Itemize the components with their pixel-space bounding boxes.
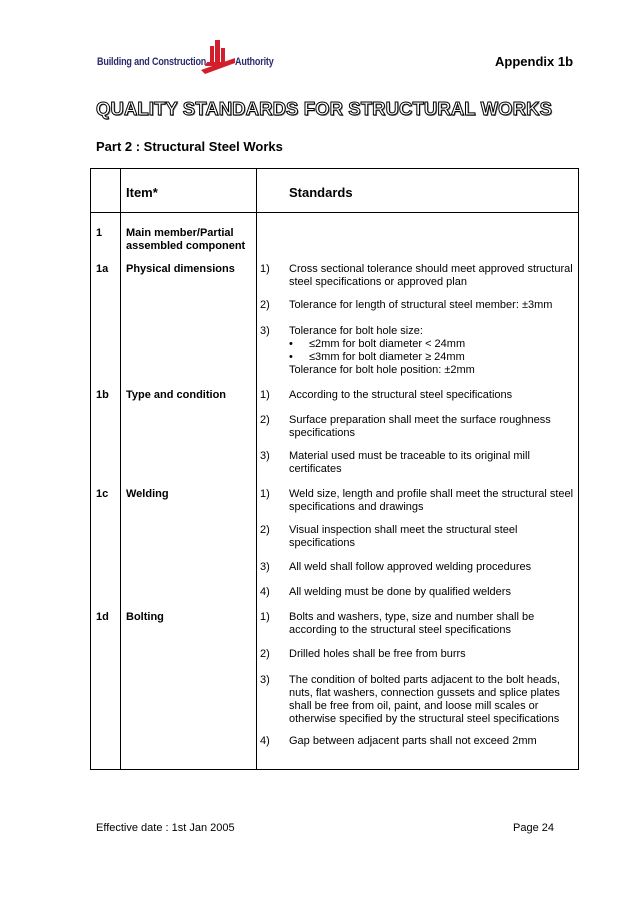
row-item: Welding: [126, 488, 169, 500]
standard-number: 2): [260, 299, 270, 311]
standard-number: 3): [260, 561, 270, 573]
standard-text-after: Tolerance for bolt hole position: ±2mm: [289, 364, 475, 376]
standard-text: Weld size, length and profile shall meet the structural steel specifications and drawings: [289, 488, 574, 513]
standard-number: 1): [260, 389, 270, 401]
standard-number: 1): [260, 263, 270, 275]
row-number: 1a: [96, 263, 109, 275]
page-title: QUALITY STANDARDS FOR STRUCTURAL WORKS: [96, 98, 553, 119]
standard-text: Gap between adjacent parts shall not exceed 2mm: [289, 735, 537, 747]
row-number: 1d: [96, 611, 109, 623]
standard-text: Cross sectional tolerance should meet approved structural steel specifications or approved plan: [289, 263, 573, 288]
standard-number: 2): [260, 524, 270, 536]
bullet-item: • ≤3mm for bolt diameter ≥ 24mm: [289, 351, 574, 364]
bca-logo: [97, 40, 272, 76]
row-item: Physical dimensions: [126, 263, 235, 275]
standard-number: 4): [260, 586, 270, 598]
row-item: Main member/Partial assembled component: [126, 227, 246, 252]
bca-logo-icon: [201, 40, 235, 76]
standards-table: [90, 168, 579, 770]
standard-text: Visual inspection shall meet the structural steel specifications: [289, 524, 518, 549]
standard-number: 4): [260, 735, 270, 747]
column-divider: [256, 168, 257, 770]
effective-date: Effective date : 1st Jan 2005: [96, 822, 235, 834]
page-number: Page 24: [513, 822, 554, 834]
row-number: 1c: [96, 488, 109, 500]
standard-text: Bolts and washers, type, size and number shall be according to the structural steel specifications: [289, 611, 535, 636]
standard-number: 2): [260, 414, 270, 426]
standard-text: Surface preparation shall meet the surface roughness specifications: [289, 414, 551, 439]
logo-text-left: Building and Construction: [97, 56, 207, 68]
logo-text-right: Authority: [235, 56, 274, 68]
standard-text: Tolerance for bolt hole size:: [289, 325, 423, 337]
row-item: Type and condition: [126, 389, 227, 401]
standard-number: 3): [260, 325, 270, 337]
header-divider: [90, 212, 579, 213]
column-header-standards: Standards: [289, 185, 353, 200]
row-item: Bolting: [126, 611, 164, 623]
standard-text-block: [289, 325, 574, 377]
standard-text: All welding must be done by qualified welders: [289, 586, 511, 598]
row-number: 1: [96, 227, 103, 239]
page-subtitle: Part 2 : Structural Steel Works: [96, 139, 283, 154]
bullet-item: • ≤2mm for bolt diameter < 24mm: [289, 338, 574, 351]
appendix-label: Appendix 1b: [495, 54, 574, 69]
row-number: 1b: [96, 389, 109, 401]
standard-number: 3): [260, 674, 270, 686]
standard-number: 1): [260, 611, 270, 623]
standard-number: 2): [260, 648, 270, 660]
standard-text: Material used must be traceable to its original mill certificates: [289, 450, 530, 475]
standard-number: 1): [260, 488, 270, 500]
standard-text: According to the structural steel specifications: [289, 389, 513, 401]
column-divider: [120, 168, 121, 770]
standard-text: All weld shall follow approved welding procedures: [289, 561, 532, 573]
standard-text: Drilled holes shall be free from burrs: [289, 648, 466, 660]
standard-number: 3): [260, 450, 270, 462]
standard-text: The condition of bolted parts adjacent to the bolt heads, nuts, flat washers, connection gussets and splice plates shall be free from oil, paint, and loose mill scales or otherwise specified by the structural steel specifications: [289, 674, 560, 725]
column-header-item: Item*: [126, 185, 158, 200]
standard-text: Tolerance for length of structural steel member: ±3mm: [289, 299, 553, 311]
